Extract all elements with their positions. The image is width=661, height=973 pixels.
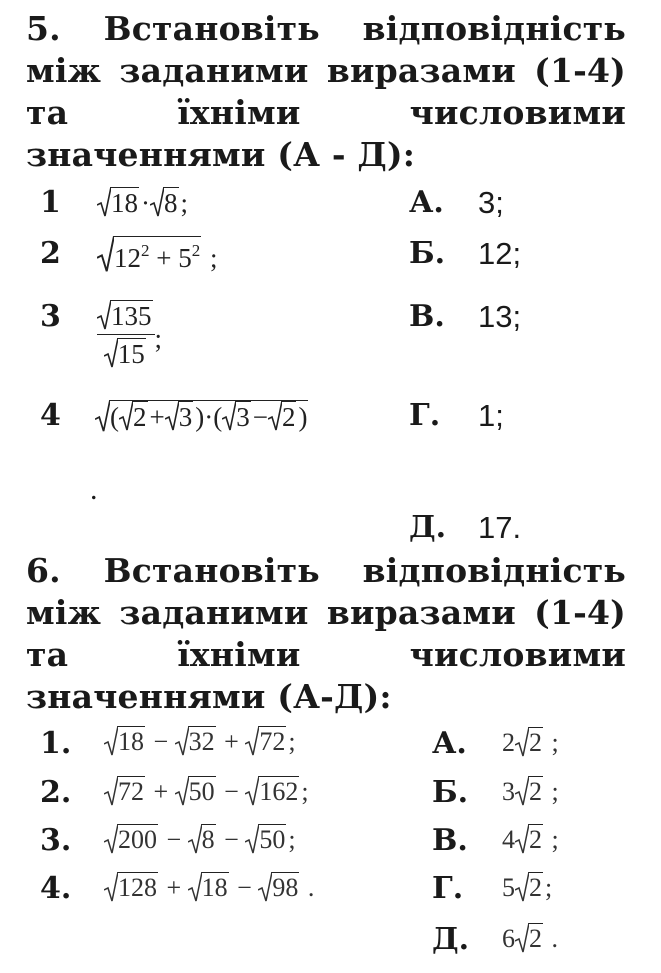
task5-answer-value: 1; (478, 398, 504, 433)
task5-expression-4: ( 2 + 3 )·( 3 − 2 ) (95, 400, 310, 433)
task6-item-number: 3. (40, 823, 72, 858)
task6-expression-3: 200 − 8 − 50 ; (104, 824, 296, 855)
task6-answer-letter: Б. (432, 775, 469, 810)
task6-title-line3: та їхніми числовими (26, 635, 626, 674)
task6-answer-letter: В. (432, 823, 468, 858)
task6-title-line4: значеннями (А-Д): (26, 677, 392, 716)
task6-expression-4: 128 + 18 − 98 . (104, 872, 314, 903)
task6-answer-value: 4 2 ; (502, 825, 559, 854)
task5-answer-value: 13; (478, 299, 522, 334)
task5-answer-value: 3; (478, 185, 504, 220)
task5-answer-value: 12; (478, 236, 522, 271)
task6-title-line2: між заданими виразами (1-4) (26, 593, 626, 632)
task5-item-number: 4 (40, 398, 61, 433)
task6-answer-value: 3 2 ; (502, 777, 559, 806)
task6-answer-value: 2 2 ; (502, 728, 559, 757)
task5-item-number: 2 (40, 236, 61, 271)
task5-title-line3: та їхніми числовими (26, 93, 626, 132)
task5-expression-2: $12^2 + 5^2$ ; (97, 236, 218, 274)
task5-answer-letter: В. (409, 299, 445, 334)
task6-expression-1: 18 − 32 + 72 ; (104, 726, 296, 757)
task5-answer-value: 17. (478, 510, 522, 545)
task5-expression-3: $\frac{135}{15}$ ; (97, 300, 162, 370)
task5-title-line2: між заданими виразами (1-4) (26, 51, 626, 90)
task5-item-number: 1 (40, 185, 61, 220)
task5-answer-letter: Д. (409, 510, 447, 545)
task6-item-number: 1. (40, 726, 72, 761)
task6-answer-value: 5 2 ; (502, 873, 553, 902)
trailing-dot: . (90, 473, 98, 506)
task6-answer-letter: Д. (432, 922, 470, 957)
task5-answer-letter: А. (409, 185, 444, 220)
task5-expression-1: 18 · 8 ; (97, 187, 188, 219)
task6-answer-value: 6 2 . (502, 924, 558, 953)
task5-title-line1: 5. Встановіть відповідність (26, 9, 626, 48)
task5-answer-letter: Г. (409, 398, 441, 433)
task5-answer-letter: Б. (409, 236, 446, 271)
task5-title-line4: значеннями (А - Д): (26, 135, 416, 174)
task5-item-number: 3 (40, 299, 61, 334)
task6-answer-letter: А. (432, 726, 467, 761)
task6-answer-letter: Г. (432, 871, 464, 906)
task6-item-number: 4. (40, 871, 72, 906)
task6-expression-2: 72 + 50 − 162 ; (104, 776, 309, 807)
task6-item-number: 2. (40, 775, 72, 810)
task6-title-line1: 6. Встановіть відповідність (26, 551, 626, 590)
